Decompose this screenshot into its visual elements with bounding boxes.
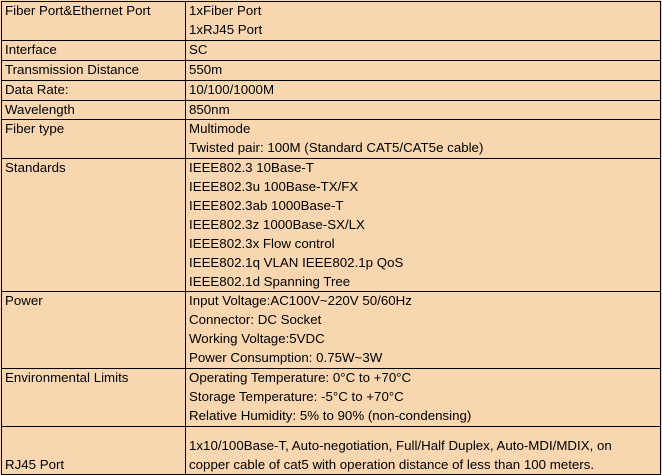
value-line: 550m — [189, 61, 223, 77]
value-line: Input Voltage:AC100V~220V 50/60Hz — [189, 293, 412, 309]
row-key: Wavelength — [2, 100, 186, 120]
row-key: RJ45 Port — [2, 426, 186, 475]
row-key: Transmission Distance — [2, 60, 186, 80]
table-row — [2, 100, 661, 120]
row-value — [186, 100, 661, 120]
value-line: Connector: DC Socket — [189, 312, 322, 328]
value-line: Working Voltage:5VDC — [189, 331, 325, 347]
table-row — [2, 292, 661, 369]
row-value — [186, 60, 661, 80]
value-line: Power Consumption: 0.75W~3W — [189, 350, 383, 366]
row-key: Interface — [2, 40, 186, 60]
value-line: 1xFiber Port — [189, 3, 262, 18]
row-value — [186, 159, 661, 292]
value-line: Storage Temperature: -5°C to +70°C — [189, 388, 404, 404]
value-line: 850nm — [189, 101, 230, 117]
table-row — [2, 159, 661, 292]
value-line: SC — [189, 41, 208, 57]
value-line: IEEE802.3ab 1000Base-T — [189, 197, 344, 213]
table-row — [2, 60, 661, 80]
row-value — [186, 292, 661, 369]
value-line: IEEE802.3z 1000Base-SX/LX — [189, 216, 365, 232]
table-row — [2, 2, 661, 41]
value-line: Relative Humidity: 5% to 90% (non-condensing) — [189, 407, 472, 423]
value-line: copper cable of cat5 with operation distance of less than 100 meters. — [189, 456, 595, 472]
row-value — [186, 80, 661, 100]
value-line: IEEE802.1q VLAN IEEE802.1p QoS — [189, 254, 404, 270]
table-row — [2, 426, 661, 475]
value-line: IEEE802.3x Flow control — [189, 235, 335, 251]
value-line: IEEE802.1d Spanning Tree — [189, 273, 351, 289]
row-key: Fiber type — [2, 120, 186, 159]
row-key: Data Rate: — [2, 80, 186, 100]
value-line: Operating Temperature: 0°C to +70°C — [189, 369, 412, 385]
row-value — [186, 40, 661, 60]
row-value — [186, 120, 661, 159]
value-line: IEEE802.3 10Base-T — [189, 160, 314, 176]
row-key: Fiber Port&Ethernet Port — [2, 2, 186, 41]
value-line: Twisted pair: 100M (Standard CAT5/CAT5e cable) — [189, 140, 484, 156]
table-row — [2, 120, 661, 159]
value-line: 1xRJ45 Port — [189, 21, 263, 37]
value-line: 1x10/100Base-T, Auto-negotiation, Full/Half Duplex, Auto-MDI/MDIX, on — [189, 437, 612, 453]
value-line: IEEE802.3u 100Base-TX/FX — [189, 179, 359, 195]
spec-table — [1, 1, 661, 475]
row-value — [186, 2, 661, 41]
row-key: Standards — [2, 159, 186, 292]
row-value — [186, 426, 661, 475]
table-row — [2, 368, 661, 426]
value-line: Multimode — [189, 121, 251, 137]
value-line: 10/100/1000M — [189, 81, 275, 97]
row-key: Power — [2, 292, 186, 369]
row-key: Environmental Limits — [2, 368, 186, 426]
table-row — [2, 40, 661, 60]
table-row — [2, 80, 661, 100]
row-value — [186, 368, 661, 426]
